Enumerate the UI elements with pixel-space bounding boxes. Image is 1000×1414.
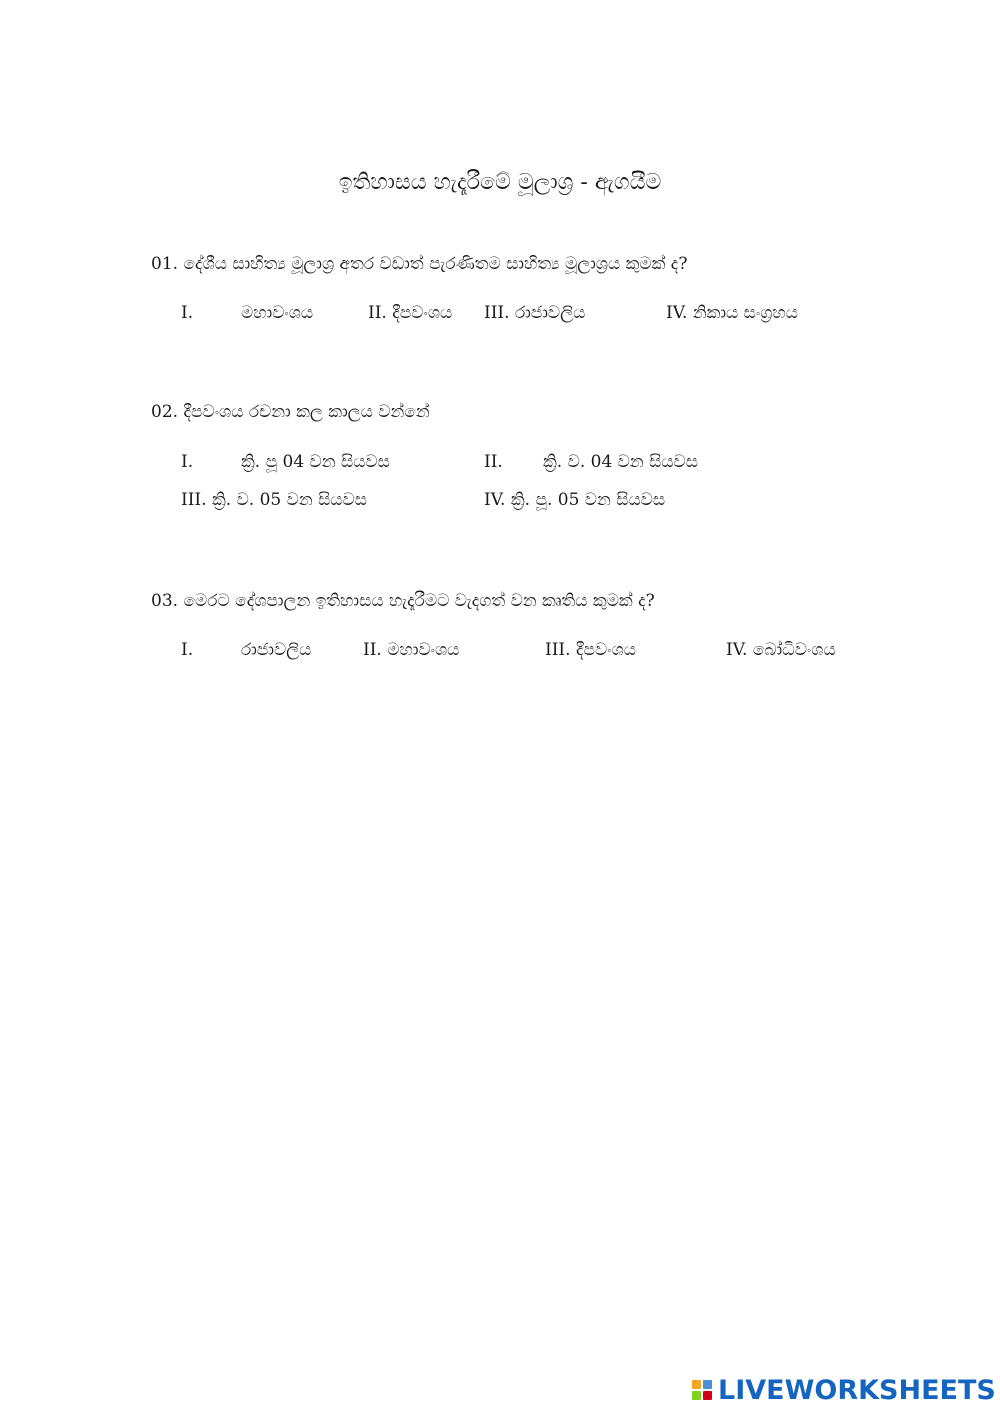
liveworksheets-logo-icon [692, 1380, 712, 1400]
q2-option-4-label: ක්‍රි. පූ. 05 වන සියවස [510, 490, 666, 510]
q3-option-4-num: IV. [726, 640, 748, 660]
q2-option-4[interactable] [484, 490, 665, 510]
question-3-text: 03. මෙරට දේශපාලන ඉතිහාසය හැදෑරීමට වැදගත් වන කෘතිය කුමක් ද? [151, 591, 655, 611]
q2-option-4-num: IV. [484, 490, 506, 510]
q3-option-3-label: දීපවංශය [575, 640, 636, 660]
question-1-text: 01. දේශීය සාහිත්‍ය මූලාශ්‍ර අතර වඩාත් පැරණිතම සාහිත්‍ය මූලාශ්‍රය කුමක් ද? [151, 254, 688, 274]
q1-option-3-num: III. [484, 303, 510, 323]
liveworksheets-logo-text: LIVEWORKSHEETS [718, 1374, 996, 1406]
q1-option-2[interactable] [368, 303, 452, 323]
q3-option-2-label: මහාවංශය [387, 640, 460, 660]
q3-option-4[interactable] [726, 640, 836, 660]
logo-square-l [692, 1380, 701, 1389]
q3-option-4-label: බෝධිවංශය [752, 640, 836, 660]
page-title: ඉතිහාසය හැදෑරීමේ මූලාශ්‍ර - ඇගයීම [338, 170, 662, 195]
logo-square-e [703, 1391, 712, 1400]
q3-option-3-num: III. [545, 640, 571, 660]
q1-option-2-num: II. [368, 303, 387, 323]
q1-option-3-label: රාජාවලිය [514, 303, 586, 323]
q1-option-3[interactable] [484, 303, 585, 323]
q2-option-3[interactable] [181, 490, 367, 510]
q3-option-2-num: II. [363, 640, 382, 660]
q2-option-1-num: I. [181, 452, 194, 472]
question-2-text: 02. දීපවංශය රචනා කල කාලය වන්නේ [151, 402, 430, 422]
q3-option-1-num: I. [181, 640, 194, 660]
q3-option-1-label[interactable]: රාජාවලිය [241, 640, 312, 660]
q3-option-2[interactable] [363, 640, 459, 660]
q3-option-3[interactable] [545, 640, 636, 660]
logo-square-v [692, 1391, 701, 1400]
q1-option-2-label: දීපවංශය [392, 303, 453, 323]
q2-option-3-num: III. [181, 490, 207, 510]
q2-option-2-num: II. [484, 452, 503, 472]
q1-option-4-label: නිකාය සංග්‍රහය [692, 303, 798, 323]
q2-option-3-label: ක්‍රි. ව. 05 වන සියවස [211, 490, 367, 510]
q1-option-1-num: I. [181, 303, 194, 323]
q2-option-2-label[interactable]: ක්‍රි. ව. 04 වන සියවස [543, 452, 699, 472]
q1-option-4[interactable] [666, 303, 798, 323]
q1-option-4-num: IV. [666, 303, 688, 323]
q2-option-1-label[interactable]: ක්‍රි. පූ 04 වන සියවස [241, 452, 390, 472]
logo-square-i [703, 1380, 712, 1389]
q1-option-1-label[interactable]: මහාවංශය [241, 303, 314, 323]
liveworksheets-logo[interactable] [692, 1375, 996, 1405]
